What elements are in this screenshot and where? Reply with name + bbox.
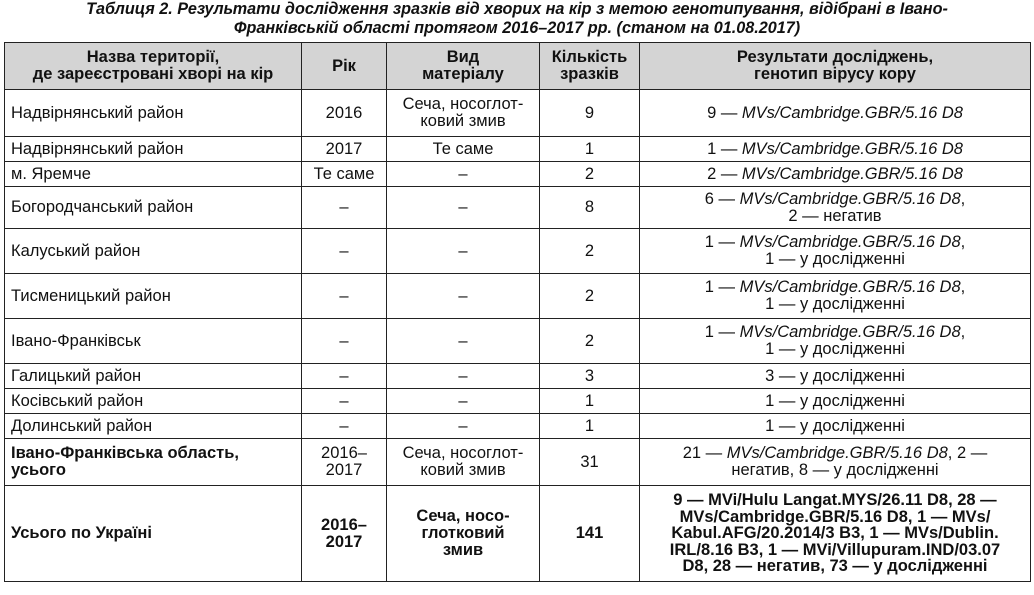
table-row-total-ukraine [5,486,1031,582]
header-count: Кількість зразків [540,43,640,90]
cell-results: 9 — MVs/Cambridge.GBR/5.16 D8 [640,90,1031,137]
cell-territory: м. Яремче [5,162,302,187]
cell-year: – [302,229,387,274]
table-row [5,187,1031,229]
table-row [5,137,1031,162]
cell-material: – [387,229,540,274]
cell-material: – [387,187,540,229]
cell-year: Те саме [302,162,387,187]
table-header-row [5,43,1031,90]
cell-material: Сеча, носо- глотковий змив [387,486,540,582]
cell-territory: Івано-Франківська область, усього [5,439,302,486]
table-row-total-region [5,439,1031,486]
cell-material: Сеча, носоглот- ковий змив [387,439,540,486]
cell-count: 2 [540,229,640,274]
table-row [5,364,1031,389]
cell-material: – [387,319,540,364]
cell-count: 8 [540,187,640,229]
cell-count: 2 [540,274,640,319]
table-row [5,319,1031,364]
cell-count: 1 [540,389,640,414]
table-row [5,414,1031,439]
cell-territory: Івано-Франківськ [5,319,302,364]
cell-count: 2 [540,319,640,364]
cell-material: – [387,364,540,389]
cell-territory: Тисменицький район [5,274,302,319]
cell-results: 1 — MVs/Cambridge.GBR/5.16 D8, 1 — у дослідженні [640,319,1031,364]
cell-year: – [302,414,387,439]
cell-year: 2017 [302,137,387,162]
cell-year: – [302,187,387,229]
cell-year: – [302,319,387,364]
table-row [5,90,1031,137]
cell-year: 2016 [302,90,387,137]
header-year: Рік [302,43,387,90]
cell-count: 31 [540,439,640,486]
cell-count: 1 [540,414,640,439]
cell-results: 1 — у дослідженні [640,389,1031,414]
cell-territory: Калуський район [5,229,302,274]
results-table [4,42,1031,582]
cell-material: – [387,414,540,439]
cell-territory: Галицький район [5,364,302,389]
cell-material: – [387,389,540,414]
table-row [5,162,1031,187]
cell-year: – [302,364,387,389]
cell-year: 2016– 2017 [302,439,387,486]
cell-year: – [302,389,387,414]
cell-results: 21 — MVs/Cambridge.GBR/5.16 D8, 2 — негатив, 8 — у дослідженні [640,439,1031,486]
cell-material: Сеча, носоглот- ковий змив [387,90,540,137]
header-results: Результати досліджень, генотип вірусу кору [640,43,1031,90]
cell-results: 3 — у дослідженні [640,364,1031,389]
cell-results: 1 — MVs/Cambridge.GBR/5.16 D8 [640,137,1031,162]
cell-territory: Надвірнянський район [5,137,302,162]
cell-territory: Долинський район [5,414,302,439]
cell-results: 2 — MVs/Cambridge.GBR/5.16 D8 [640,162,1031,187]
cell-territory: Надвірнянський район [5,90,302,137]
cell-territory: Косівський район [5,389,302,414]
cell-results: 9 — MVi/Hulu Langat.MYS/26.11 D8, 28 — MVs/Cambridge.GBR/5.16 D8, 1 — MVs/ Kabul.AFG/20.2014/3 B3, 1 — MVs/Dublin. IRL/8.16 B3, 1 — MVi/Villupuram.IND/03.07 D8, 28 — негатив, 73 — у дослідженні [640,486,1031,582]
cell-results: 1 — MVs/Cambridge.GBR/5.16 D8, 1 — у дослідженні [640,274,1031,319]
caption-line-1: Таблиця 2. Результати дослідження зразків від хворих на кір з метою генотипування, відібрані в Івано- [86,0,948,18]
cell-results: 1 — у дослідженні [640,414,1031,439]
header-territory: Назва території, де зареєстровані хворі на кір [5,43,302,90]
cell-material: – [387,274,540,319]
cell-results: 6 — MVs/Cambridge.GBR/5.16 D8, 2 — негатив [640,187,1031,229]
header-material: Вид матеріалу [387,43,540,90]
cell-territory: Усього по Україні [5,486,302,582]
table-row [5,389,1031,414]
cell-count: 3 [540,364,640,389]
cell-results: 1 — MVs/Cambridge.GBR/5.16 D8, 1 — у дослідженні [640,229,1031,274]
cell-count: 2 [540,162,640,187]
cell-count: 1 [540,137,640,162]
cell-count: 9 [540,90,640,137]
cell-count: 141 [540,486,640,582]
table-row [5,274,1031,319]
cell-year: 2016– 2017 [302,486,387,582]
caption-line-2: Франківській області протягом 2016–2017 рр. (станом на 01.08.2017) [233,19,801,37]
cell-material: – [387,162,540,187]
cell-territory: Богородчанський район [5,187,302,229]
table-row [5,229,1031,274]
cell-material: Те саме [387,137,540,162]
table-caption [6,0,1028,38]
cell-year: – [302,274,387,319]
